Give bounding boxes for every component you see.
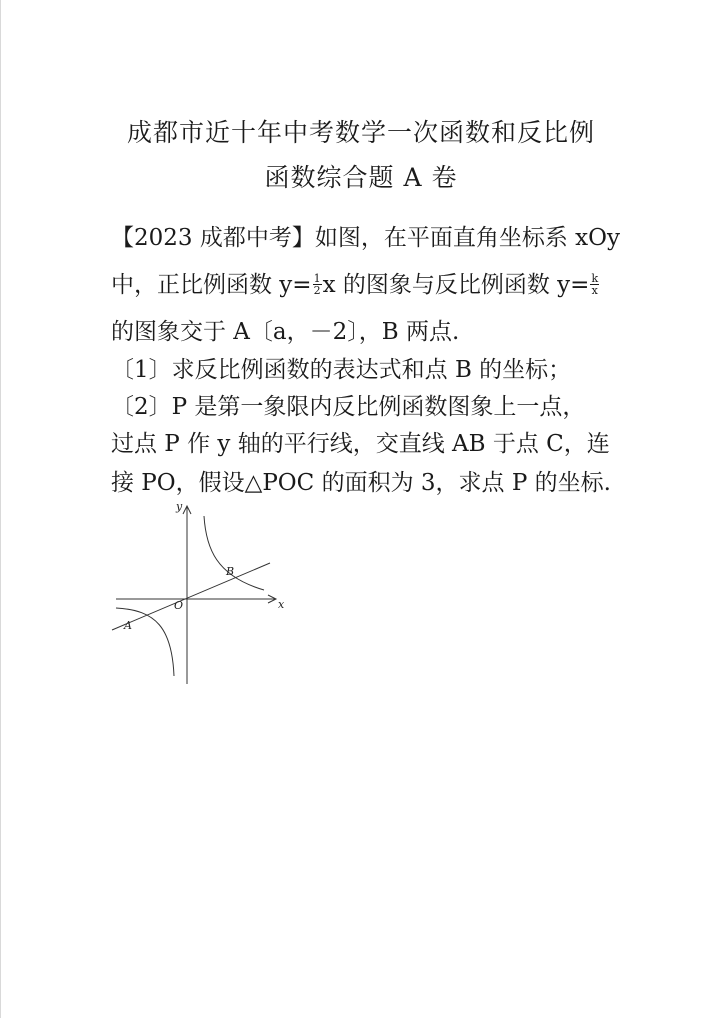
fraction-denominator: x xyxy=(591,283,598,297)
fraction-one-half xyxy=(313,273,322,296)
y-axis-label: y xyxy=(176,500,183,513)
fraction-numerator: k xyxy=(591,271,599,285)
point-b-label: B xyxy=(226,565,235,578)
problem-part-2-line-2: 过点 P 作 y 轴的平行线，交直线 AB 于点 C，连 xyxy=(111,431,610,457)
x-axis-label: x xyxy=(278,598,285,611)
problem-line-1: 【2023 成都中考】如图，在平面直角坐标系 xOy xyxy=(111,225,620,251)
document-title-line-2: 函数综合题 A 卷 xyxy=(264,163,458,192)
fraction-denominator: 2 xyxy=(313,283,321,297)
problem-part-1: 〔1〕求反比例函数的表达式和点 B 的坐标； xyxy=(111,357,572,383)
hyperbola-branch-first-quadrant xyxy=(204,516,264,590)
problem-line-3: 的图象交于 A〔a，－2〕，B 两点. xyxy=(111,319,460,345)
point-a-label: A xyxy=(124,619,132,632)
problem-part-2-line-1: 〔2〕P 是第一象限内反比例函数图象上一点， xyxy=(111,394,586,420)
origin-label: O xyxy=(174,599,184,612)
problem-part-2-line-3: 接 PO，假设△POC 的面积为 3，求点 P 的坐标. xyxy=(111,470,611,496)
linear-function-line xyxy=(112,563,270,630)
problem-line-2-start: 中，正比例函数 y= xyxy=(111,272,312,298)
problem-line-2-middle: x 的图象与反比例函数 y= xyxy=(322,272,590,298)
fraction-k-over-x xyxy=(590,273,599,296)
problem-line-2 xyxy=(111,269,600,301)
fraction-numerator: 1 xyxy=(313,271,321,285)
document-title-line-1: 成都市近十年中考数学一次函数和反比例 xyxy=(126,118,595,147)
coordinate-figure xyxy=(106,498,286,690)
